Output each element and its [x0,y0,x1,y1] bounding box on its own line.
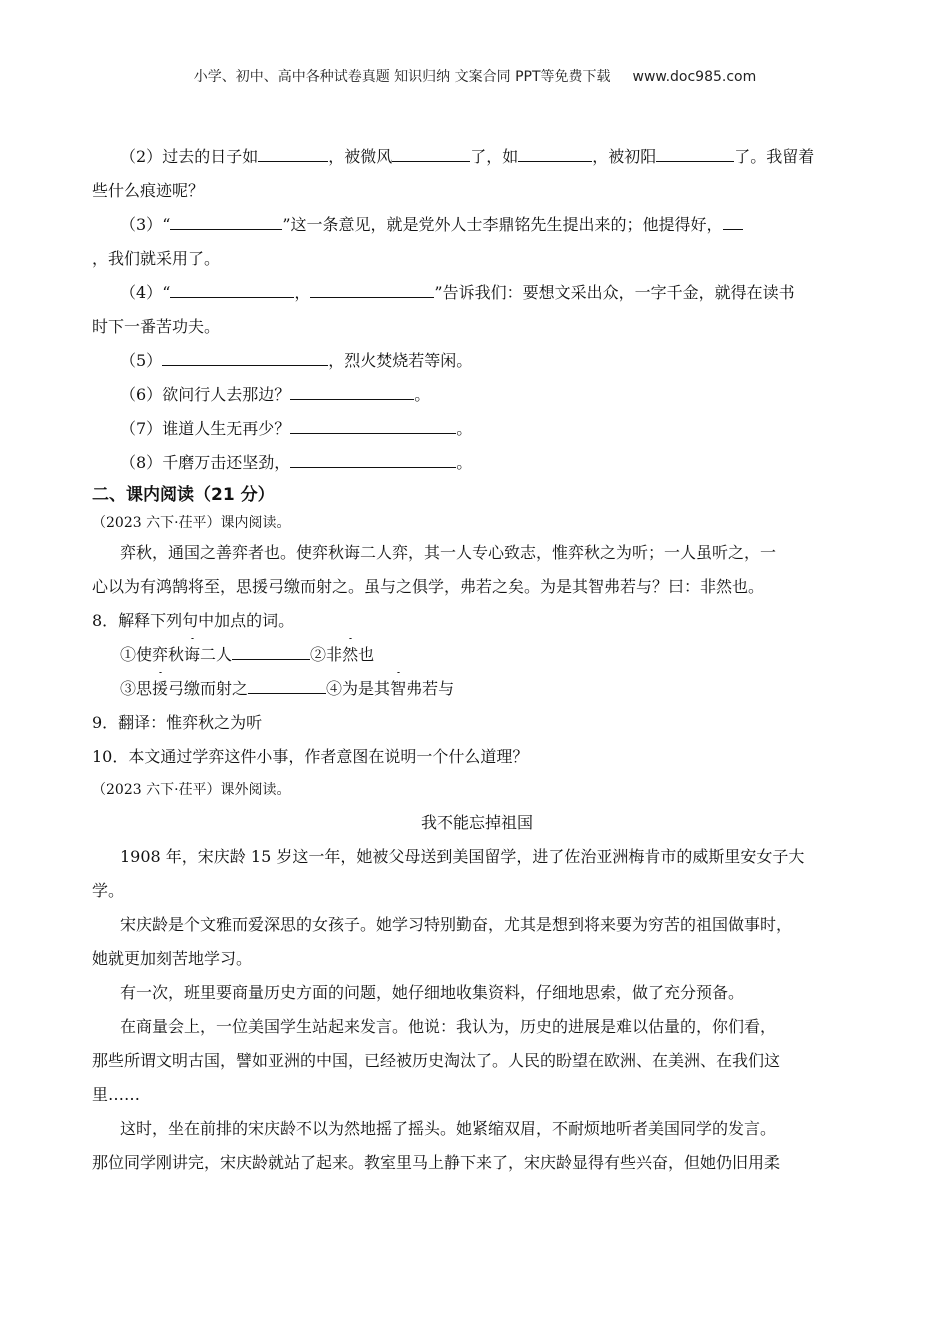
question-3-line-1: （3）“ ”这一条意见，就是党外人士李鼎铭先生提出来的；他提得好， [92,208,862,242]
story-line: 这时，坐在前排的宋庆龄不以为然地摇了摇头。她紧缩双眉，不耐烦地听者美国同学的发言。 [120,1119,777,1138]
story-line: 宋庆龄是个文雅而爱深思的女孩子。她学习特别勤奋，尤其是想到将来要为穷苦的祖国做事时， [120,915,793,934]
answer-blank[interactable] [170,211,282,230]
question-4-line-1: （4）“ ， ”告诉我们：要想文采出众，一字千金，就得在读书 [92,276,862,310]
answer-blank[interactable] [723,211,743,230]
answer-blank[interactable] [258,143,328,162]
answer-blank[interactable] [656,143,734,162]
story-title: 我不能忘掉祖国 [420,813,533,832]
story-line: 学。 [92,881,125,900]
question-8: （8）千磨万击还坚劲， 。 [92,446,862,480]
question-6: （6）欲问行人去那边？ 。 [92,378,862,412]
dotted-word: 援 [152,672,168,706]
passage-line: 心以为有鸿鹄将至，思援弓缴而射之。虽与之俱学，弗若之矣。为是其智弗若与？曰：非然也。 [92,577,765,596]
story-line: 在商量会上，一位美国学生站起来发言。他说：我认为，历史的进展是难以估量的，你们看， [120,1017,777,1036]
question-10: 10．本文通过学弈这件小事，作者意图在说明一个什么道理？ [92,747,529,766]
question-8-items-1: ①使弈秋诲二人 ②非然也 [92,638,862,672]
question-8-items-2: ③思援弓缴而射之 ④为是其智弗若与 [92,672,862,706]
answer-blank[interactable] [248,675,326,694]
header-url: www.doc985.com [632,69,757,85]
question-2-line-2: 些什么痕迹呢？ [92,181,205,200]
story-line: 那位同学刚讲完，宋庆龄就站了起来。教室里马上静下来了，宋庆龄显得有些兴奋，但她仍旧用柔 [92,1153,781,1172]
story-line: 她就更加刻苦地学习。 [92,949,253,968]
source-note: （2023 六下·茌平）课外阅读。 [92,782,291,798]
answer-blank[interactable] [290,449,456,468]
story-line: 有一次，班里要商量历史方面的问题，她仔细地收集资料，仔细地思索，做了充分预备。 [120,983,745,1002]
passage-line: 弈秋，通国之善弈者也。使弈秋诲二人弈，其一人专心致志，惟弈秋之为听；一人虽听之，一 [120,543,777,562]
document-body [92,140,862,1180]
question-5: （5） ，烈火焚烧若等闲。 [92,344,862,378]
dotted-word: 诲 [184,638,200,672]
page-header [0,66,950,86]
question-9: 9．翻译：惟弈秋之为听 [92,713,263,732]
header-text: 小学、初中、高中各种试卷真题 知识归纳 文案合同 PPT等免费下载 [193,69,611,85]
answer-blank[interactable] [232,641,310,660]
answer-blank[interactable] [162,347,328,366]
dotted-word: 然 [342,638,358,672]
dotted-word: 智 [390,672,406,706]
answer-blank[interactable] [290,381,414,400]
answer-blank[interactable] [392,143,470,162]
section-title: 二、课内阅读（21 分） [92,485,275,505]
question-3-line-2: ，我们就采用了。 [92,249,221,268]
answer-blank[interactable] [170,279,294,298]
story-line: 1908 年，宋庆龄 15 岁这一年，她被父母送到美国留学，进了佐治亚洲梅肯市的威斯里安女子大 [120,847,805,866]
question-8-title: 8．解释下列句中加点的词。 [92,611,295,630]
question-2-line-1: （2）过去的日子如 ，被微风 了，如 ，被初阳 了。我留着 [92,140,862,174]
answer-blank[interactable] [310,279,434,298]
story-line: 里…… [92,1085,141,1104]
answer-blank[interactable] [290,415,456,434]
question-7: （7）谁道人生无再少？ 。 [92,412,862,446]
story-line: 那些所谓文明古国，譬如亚洲的中国，已经被历史淘汰了。人民的盼望在欧洲、在美洲、在我们这 [92,1051,781,1070]
answer-blank[interactable] [518,143,592,162]
question-4-line-2: 时下一番苦功夫。 [92,317,221,336]
source-note: （2023 六下·茌平）课内阅读。 [92,515,291,531]
